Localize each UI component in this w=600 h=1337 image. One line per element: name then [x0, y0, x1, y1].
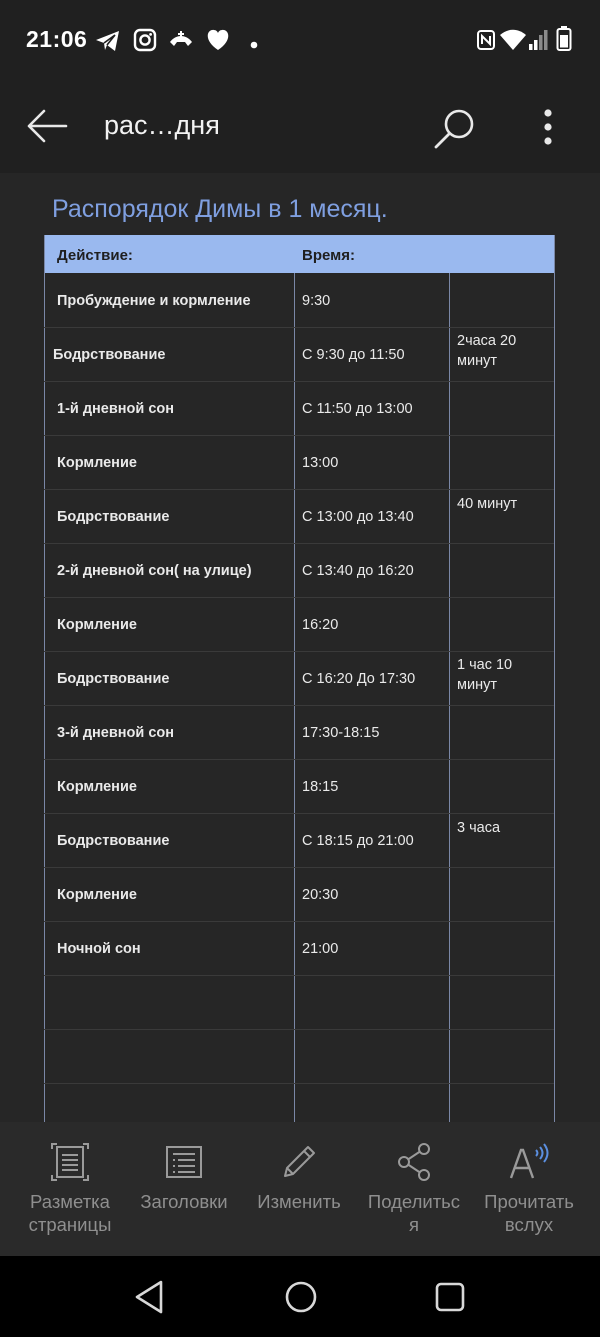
headings-icon	[126, 1140, 242, 1190]
table-cell-note: 3 часа	[457, 820, 501, 836]
read-aloud-label-2: вслух	[504, 1214, 554, 1235]
table-cell-time: С 13:40 до 16:20	[302, 563, 414, 579]
row-separator	[44, 651, 554, 652]
table-cell-action: Ночной сон	[57, 941, 141, 957]
table-cell-action: Бодрствование	[57, 671, 170, 687]
edit-label: Изменить	[257, 1191, 341, 1212]
table-cell-time: 16:20	[302, 617, 339, 633]
table-cell-time: 9:30	[302, 293, 331, 309]
table-cell-time: 18:15	[302, 779, 339, 795]
document-title-bar: рас…дня	[104, 110, 220, 140]
row-separator	[44, 975, 554, 976]
row-separator	[44, 1029, 554, 1030]
table-cell-action: Кормление	[57, 887, 137, 903]
table-cell-time: С 16:20 До 17:30	[302, 671, 416, 687]
document-heading: Распорядок Димы в 1 месяц.	[52, 195, 388, 223]
read-aloud-icon	[471, 1140, 587, 1190]
share-icon	[356, 1140, 472, 1190]
table-border-left	[44, 235, 45, 1122]
page-layout-icon	[12, 1140, 128, 1190]
row-separator	[44, 435, 554, 436]
table-cell-action: 2-й дневной сон( на улице)	[57, 563, 252, 579]
headings-label: Заголовки	[140, 1191, 228, 1212]
table-cell-action: Бодрствование	[57, 509, 170, 525]
edit-button[interactable]	[241, 1140, 357, 1213]
home-circle-icon[interactable]	[284, 1280, 318, 1319]
table-cell-time: 17:30-18:15	[302, 725, 380, 741]
dot-icon	[250, 36, 258, 54]
row-separator	[44, 543, 554, 544]
app-bar	[0, 80, 600, 173]
table-cell-action: Пробуждение и кормление	[57, 293, 251, 309]
row-separator	[44, 813, 554, 814]
page-layout-label: Разметка	[30, 1191, 110, 1212]
row-separator	[44, 921, 554, 922]
row-separator	[44, 381, 554, 382]
table-cell-time: 21:00	[302, 941, 339, 957]
table-cell-time: 13:00	[302, 455, 339, 471]
row-separator	[44, 759, 554, 760]
heart-icon	[205, 28, 231, 57]
table-cell-note: 2часа 20 минут	[457, 333, 517, 369]
table-cell-note: 1 час 10 минут	[457, 657, 513, 693]
call-icon	[167, 28, 195, 57]
table-cell-action: Бодрствование	[57, 833, 170, 849]
row-separator	[44, 705, 554, 706]
row-separator	[44, 867, 554, 868]
read-aloud-button[interactable]	[471, 1140, 587, 1236]
row-separator	[44, 327, 554, 328]
wifi-icon	[499, 29, 527, 56]
signal-icon	[528, 29, 550, 56]
table-cell-action: 1-й дневной сон	[57, 401, 175, 417]
page-layout-button[interactable]	[12, 1140, 128, 1236]
table-divider-2	[449, 273, 450, 1122]
table-cell-note: 40 минут	[457, 496, 518, 512]
share-label: Поделитьс	[367, 1191, 461, 1212]
recents-square-icon[interactable]	[434, 1281, 466, 1318]
page-layout-label-2: страницы	[28, 1214, 112, 1235]
table-divider-1	[294, 273, 295, 1122]
table-cell-action: Кормление	[57, 455, 137, 471]
battery-icon	[556, 26, 572, 57]
nfc-icon	[476, 29, 496, 56]
read-aloud-label: Прочитать	[484, 1191, 574, 1212]
table-cell-time: С 13:00 до 13:40	[302, 509, 414, 525]
table-cell-time: С 11:50 до 13:00	[302, 401, 413, 417]
more-icon[interactable]	[541, 108, 555, 151]
table-border-right	[554, 235, 555, 1122]
table-cell-time: С 9:30 до 11:50	[302, 347, 405, 363]
telegram-icon	[94, 29, 122, 58]
table-header-action: Действие:	[57, 247, 133, 264]
table-cell-action: 3-й дневной сон	[57, 725, 175, 741]
back-arrow-icon[interactable]	[26, 108, 68, 149]
row-separator	[44, 597, 554, 598]
table-cell-time: 20:30	[302, 887, 339, 903]
table-cell-action: Кормление	[57, 617, 137, 633]
back-triangle-icon[interactable]	[133, 1279, 165, 1320]
pencil-icon	[241, 1140, 357, 1190]
table-header-time: Время:	[302, 247, 355, 264]
row-separator	[44, 489, 554, 490]
table-cell-action: Бодрствование	[53, 347, 166, 363]
headings-button[interactable]	[126, 1140, 242, 1213]
instagram-icon	[133, 28, 157, 57]
document-viewport[interactable]	[0, 173, 600, 1122]
row-separator	[44, 1083, 554, 1084]
share-label-2: я	[408, 1214, 420, 1235]
table-cell-action: Кормление	[57, 779, 137, 795]
share-button[interactable]	[356, 1140, 472, 1236]
table-cell-time: С 18:15 до 21:00	[302, 833, 414, 849]
status-time: 21:06	[26, 26, 88, 52]
search-icon[interactable]	[433, 106, 477, 155]
